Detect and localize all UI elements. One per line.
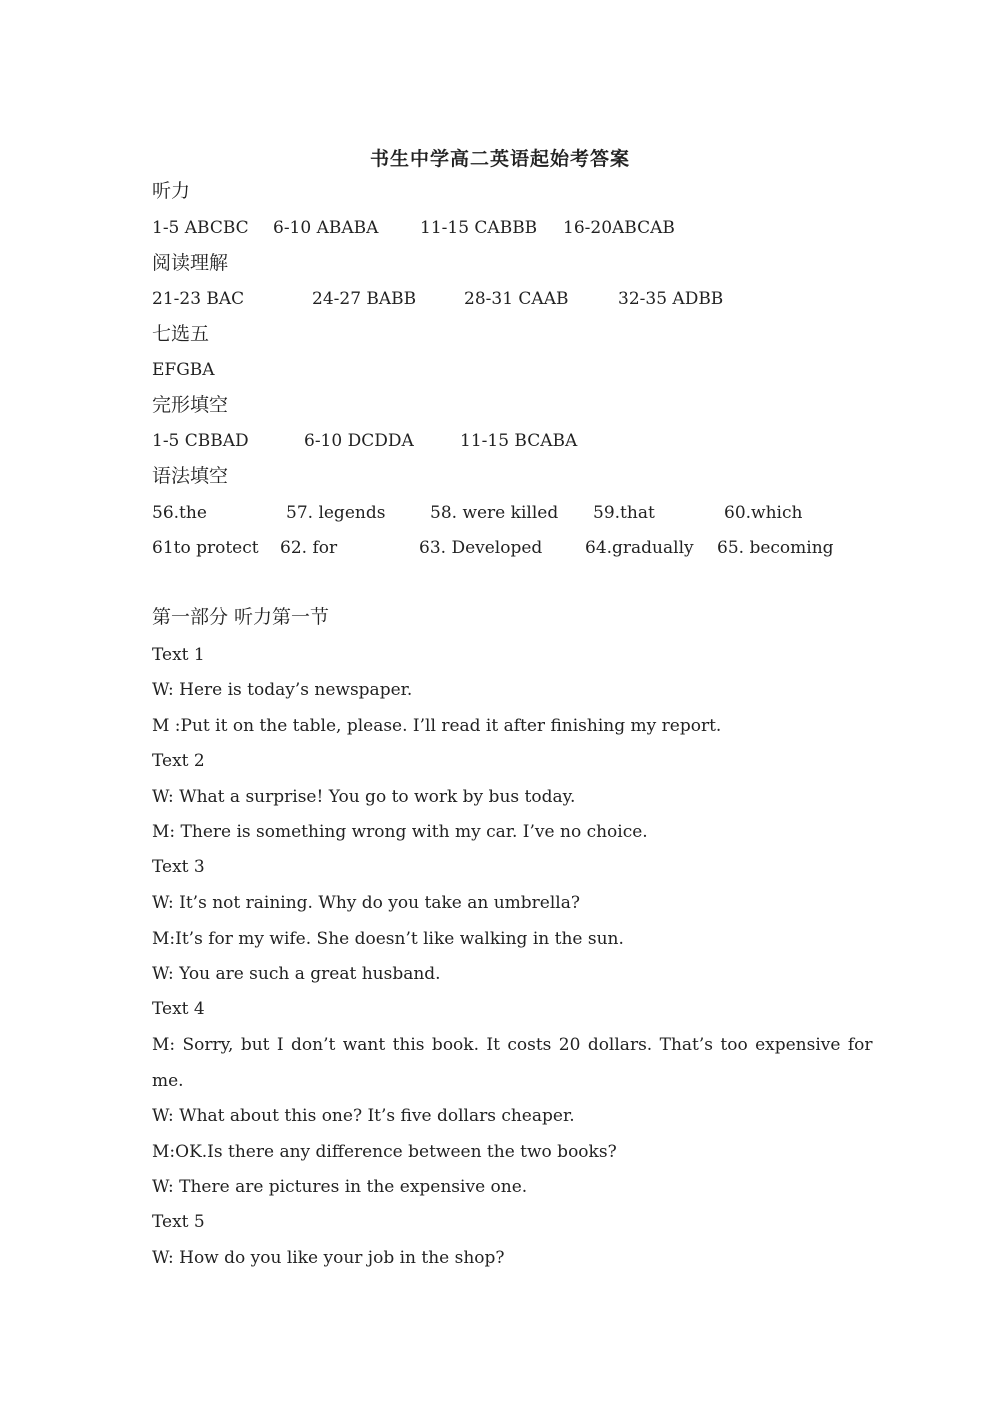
transcript-line: Text 1	[152, 645, 205, 665]
grammar-answer: 60.which	[724, 503, 803, 523]
answer-group: 11-15 CABBB	[420, 218, 538, 238]
answer-group: 6-10 ABABA	[273, 218, 379, 238]
reading-heading: 阅读理解	[152, 252, 229, 274]
transcript-line: W: It’s not raining. Why do you take an umbrella?	[152, 893, 580, 913]
transcript-line: M: There is something wrong with my car. I’ve no choice.	[152, 822, 648, 842]
grammar-answer: 65. becoming	[717, 538, 834, 558]
transcript-line: me.	[152, 1071, 184, 1091]
transcript-line: W: You are such a great husband.	[152, 964, 441, 984]
transcript-line: W: How do you like your job in the shop?	[152, 1248, 505, 1268]
transcript-line: Text 2	[152, 751, 205, 771]
seven-choose-five-answer: EFGBA	[152, 360, 215, 380]
transcript-line: M:OK.Is there any difference between the two books?	[152, 1142, 617, 1162]
answer-group: 16-20ABCAB	[563, 218, 675, 238]
transcript-line: W: What a surprise! You go to work by bus today.	[152, 787, 576, 807]
grammar-answer: 58. were killed	[430, 503, 559, 523]
answer-group: 32-35 ADBB	[618, 289, 724, 309]
transcript-line: W: What about this one? It’s five dollars cheaper.	[152, 1106, 575, 1126]
listening-heading: 听力	[152, 180, 191, 202]
transcript-line: Text 3	[152, 857, 205, 877]
grammar-answer: 57. legends	[286, 503, 386, 523]
answer-group: 24-27 BABB	[312, 289, 417, 309]
seven-choose-five-heading: 七选五	[152, 323, 210, 345]
grammar-answer: 56.the	[152, 503, 207, 523]
transcript-line: M: Sorry, but I don’t want this book. It costs 20 dollars. That’s too expensive for	[152, 1035, 873, 1055]
transcript-line: M:It’s for my wife. She doesn’t like walking in the sun.	[152, 929, 624, 949]
grammar-answer: 62. for	[280, 538, 338, 558]
transcript-line: W: There are pictures in the expensive one.	[152, 1177, 528, 1197]
transcript-line: Text 5	[152, 1212, 205, 1232]
answer-group: 1-5 ABCBC	[152, 218, 249, 238]
transcript-line: Text 4	[152, 999, 205, 1019]
transcript-heading: 第一部分 听力第一节	[152, 606, 330, 628]
page-title: 书生中学高二英语起始考答案	[369, 148, 630, 170]
cloze-heading: 完形填空	[152, 394, 229, 416]
answer-group: 21-23 BAC	[152, 289, 245, 309]
grammar-answer: 59.that	[593, 503, 655, 523]
grammar-answer: 63. Developed	[419, 538, 543, 558]
grammar-heading: 语法填空	[152, 465, 229, 487]
answer-group: 6-10 DCDDA	[304, 431, 414, 451]
transcript-line: M :Put it on the table, please. I’ll read it after finishing my report.	[152, 716, 722, 736]
answer-group: 28-31 CAAB	[464, 289, 569, 309]
transcript-line: W: Here is today’s newspaper.	[152, 680, 413, 700]
answer-group: 11-15 BCABA	[460, 431, 578, 451]
grammar-answer: 64.gradually	[585, 538, 694, 558]
answer-group: 1-5 CBBAD	[152, 431, 249, 451]
grammar-answer: 61to protect	[152, 538, 259, 558]
